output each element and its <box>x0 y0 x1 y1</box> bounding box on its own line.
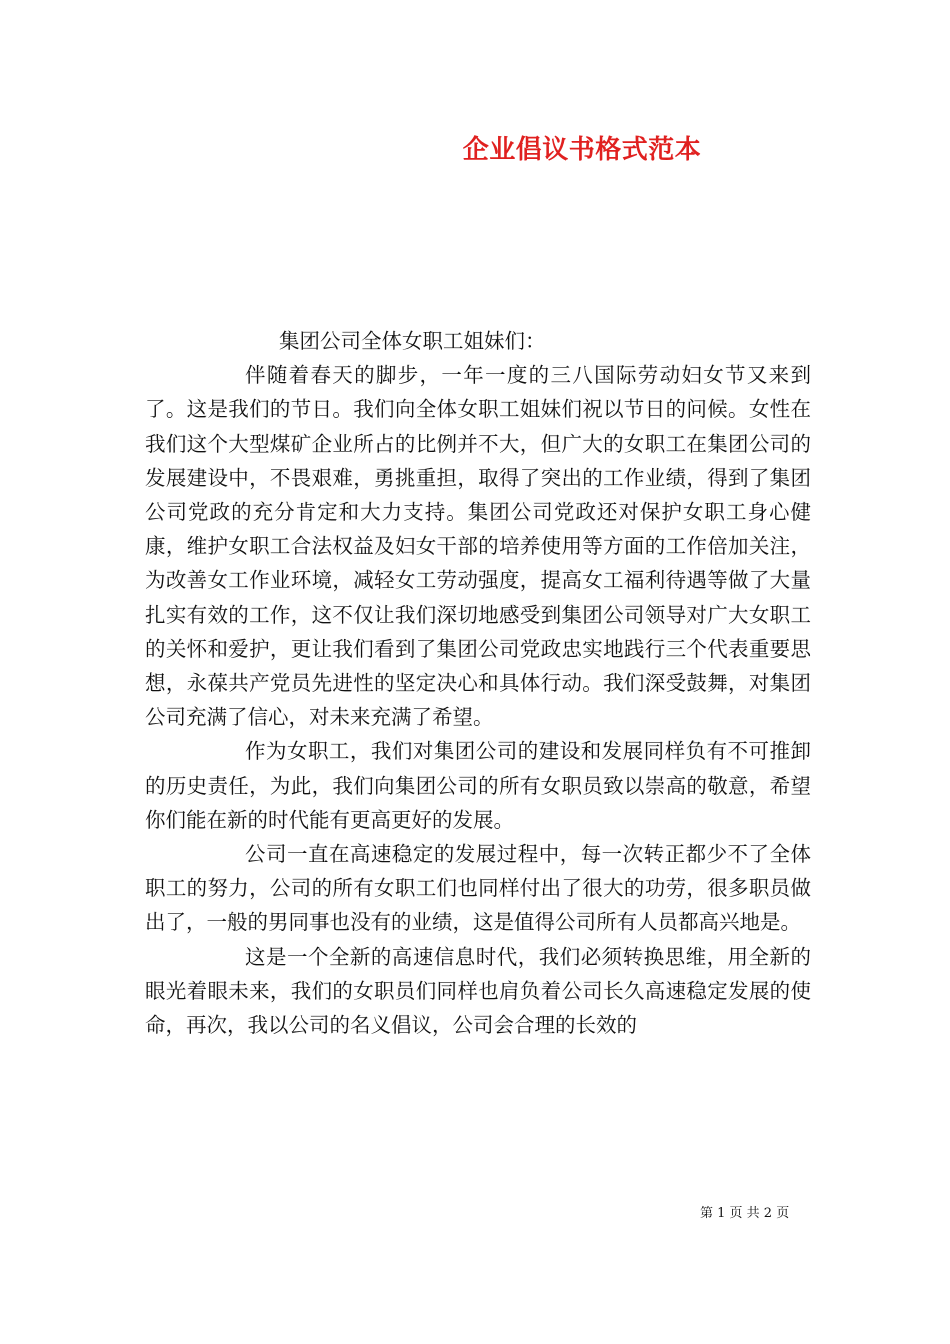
page-number-footer: 第 1 页 共 2 页 <box>700 1206 790 1221</box>
body-paragraph-4: 这是一个全新的高速信息时代，我们必须转换思维，用全新的眼光着眼未来，我们的女职员们同样也肩负着公司长久高速稳定发展的使命，再次，我以公司的名义倡议，公司会合理的长效的 <box>145 944 811 1038</box>
salutation: 集团公司全体女职工姐妹们： <box>279 329 546 353</box>
document-body <box>145 324 811 1042</box>
body-paragraph-1: 伴随着春天的脚步，一年一度的三八国际劳动妇女节又来到了。这是我们的节日。我们向全体女职工姐妹们祝以节日的问候。女性在我们这个大型煤矿企业所占的比例并不大，但广大的女职工在集团公司的发展建设中，不畏艰难，勇挑重担，取得了突出的工作业绩，得到了集团公司党政的充分肯定和大力支持。集团公司党政还对保护女职工身心健康，维护女职工合法权益及妇女干部的培养使用等方面的工作倍加关注，为改善女工作业环境，减轻女工劳动强度，提高女工福利待遇等做了大量扎实有效的工作，这不仅让我们深切地感受到集团公司领导对广大女职工的关怀和爱护，更让我们看到了集团公司党政忠实地践行三个代表重要思想，永葆共产党员先进性的坚定决心和具体行动。我们深受鼓舞，对集团公司充满了信心，对未来充满了希望。 <box>145 363 811 730</box>
document-title: 企业倡议书格式范本 <box>462 135 702 165</box>
body-paragraph-2: 作为女职工，我们对集团公司的建设和发展同样负有不可推卸的历史责任，为此，我们向集团公司的所有女职员致以崇高的敬意，希望你们能在新的时代能有更高更好的发展。 <box>145 739 811 832</box>
body-paragraph-3: 公司一直在高速稳定的发展过程中，每一次转正都少不了全体职工的努力，公司的所有女职工们也同样付出了很大的功劳，很多职员做出了，一般的男同事也没有的业绩，这是值得公司所有人员都高兴地是。 <box>145 842 811 935</box>
